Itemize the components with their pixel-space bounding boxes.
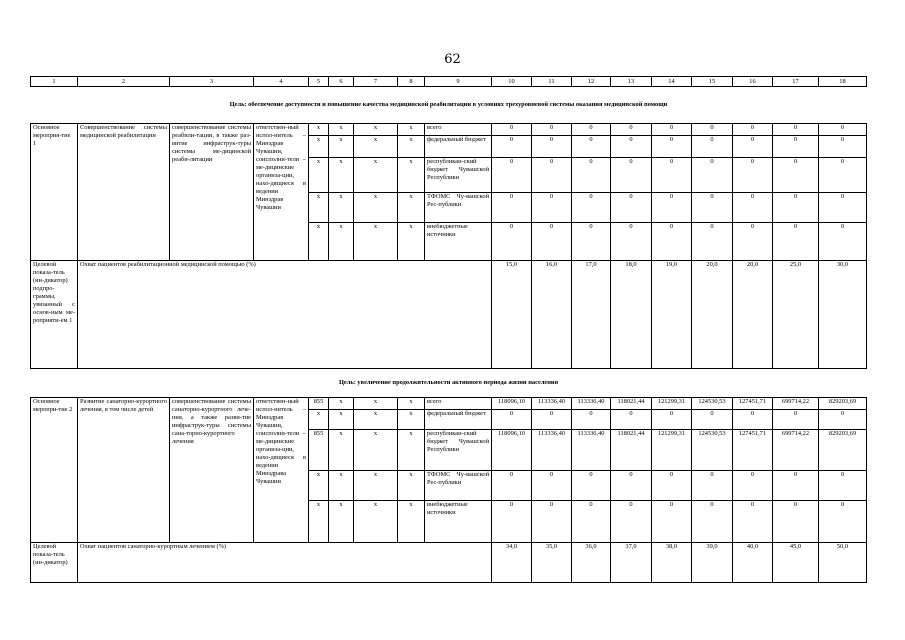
funding-value: 0 [572,136,611,158]
funding-source: республикан-ский бюджет Чувашской Республики [425,430,492,471]
funding-value: 0 [819,158,867,193]
funding-value: 127451,71 [733,430,773,471]
funding-value: 113336,40 [532,398,572,410]
column-number: 14 [652,77,692,87]
funding-value: 0 [532,136,572,158]
column-number: 13 [611,77,652,87]
funding-value: 113336,40 [572,398,611,410]
funding-value: 0 [773,193,819,223]
indicator-value: 17,0 [572,261,611,369]
column-number: 2 [78,77,170,87]
funding-value: 0 [532,193,572,223]
code-cell: x [329,471,354,501]
funding-source: федеральный бюджет [425,410,492,430]
funding-value: 699714,22 [773,430,819,471]
code-cell: x [354,223,398,261]
funding-value: 0 [733,158,773,193]
column-number: 9 [425,77,492,87]
funding-value: 118096,10 [492,430,532,471]
funding-value: 0 [611,193,652,223]
indicator-label: Целевой показа-тель (ин-дикатор) [31,543,78,583]
funding-value: 0 [492,471,532,501]
indicator-value: 37,0 [611,543,652,583]
funding-value: 0 [611,124,652,136]
code-cell: x [398,501,425,543]
indicator-value: 39,0 [692,543,733,583]
funding-value: 118021,44 [611,398,652,410]
indicator-value: 16,0 [532,261,572,369]
program-table [30,76,867,583]
code-cell: x [309,158,329,193]
code-cell: x [354,124,398,136]
funding-source: ТФОМС Чу-вашской Рес-публики [425,471,492,501]
code-cell: x [329,410,354,430]
funding-value: 0 [492,193,532,223]
funding-value: 0 [733,410,773,430]
page-number: 62 [444,52,461,67]
section-goal: Цель: обеспечение доступности и повышение качества медицинской реабилитации в условиях трехуровневой системы оказания медицинской помощи [229,101,668,108]
code-cell: x [354,158,398,193]
column-number: 3 [170,77,254,87]
funding-value: 121299,31 [652,430,692,471]
funding-value: 0 [692,501,733,543]
column-number: 16 [733,77,773,87]
indicator-value: 40,0 [733,543,773,583]
column-number: 18 [819,77,867,87]
funding-value: 118021,44 [611,430,652,471]
indicator-text: Охват пациентов реабилитационной медицинской помощью (%) [78,261,492,369]
funding-value: 0 [572,471,611,501]
event-label: Основное мероприя-тие 1 [31,124,78,261]
goal-row [31,87,867,124]
table-row [31,124,867,136]
funding-source: ТФОМС Чу-вашской Рес-публики [425,193,492,223]
goal-row [31,369,867,398]
funding-value: 0 [692,136,733,158]
code-cell: x [309,223,329,261]
funding-value: 121299,31 [652,398,692,410]
funding-value: 829203,69 [819,430,867,471]
funding-value: 0 [611,223,652,261]
code-cell: x [398,471,425,501]
funding-source: внебюджетные источники [425,223,492,261]
funding-value: 0 [733,471,773,501]
funding-value: 0 [733,501,773,543]
code-cell: x [329,136,354,158]
indicator-value: 19,0 [652,261,692,369]
funding-value: 0 [492,501,532,543]
indicator-value: 15,0 [492,261,532,369]
funding-source: всего [425,124,492,136]
code-cell: x [329,193,354,223]
funding-value: 0 [611,471,652,501]
funding-value: 0 [611,501,652,543]
code-cell: x [354,136,398,158]
event-name: Развитие санаторно-курортного лечения, в том числе детей [78,398,170,543]
indicator-value: 20,0 [692,261,733,369]
event-name: Совершенствование системы медицинской реабилитации [78,124,170,261]
code-cell: x [398,430,425,471]
code-cell: x [309,124,329,136]
funding-value: 124530,53 [692,430,733,471]
code-cell: x [354,430,398,471]
table-row [31,398,867,410]
funding-value: 0 [692,193,733,223]
funding-source: всего [425,398,492,410]
code-cell: x [309,193,329,223]
funding-value: 0 [733,124,773,136]
indicator-value: 50,0 [819,543,867,583]
funding-value: 0 [819,410,867,430]
funding-value: 0 [532,158,572,193]
code-cell: x [398,193,425,223]
funding-value: 0 [652,193,692,223]
column-number: 6 [329,77,354,87]
column-number: 7 [354,77,398,87]
code-cell: x [329,501,354,543]
funding-value: 0 [773,471,819,501]
funding-value: 0 [773,158,819,193]
indicator-label: Целевой показа-тель (ин-дикатор) подпро-граммы, увязанный с основ-ным ме-роприяти-ем 1 [31,261,78,369]
funding-value: 127451,71 [733,398,773,410]
column-number: 11 [532,77,572,87]
funding-value: 829203,69 [819,398,867,410]
indicator-value: 34,0 [492,543,532,583]
code-cell: x [398,398,425,410]
funding-value: 0 [652,501,692,543]
funding-value: 0 [532,471,572,501]
funding-value: 0 [773,124,819,136]
funding-value: 0 [572,124,611,136]
event-responsible: ответствен-ный испол-нитель – Минздрав Чувашии, соисполни-тели – ме-дицинские организа-ции, нахо-дящиеся в ведении Минздрава Чувашии [254,398,309,543]
code-cell: x [398,136,425,158]
code-cell: x [329,398,354,410]
code-cell: x [354,398,398,410]
funding-value: 0 [572,158,611,193]
funding-value: 0 [819,501,867,543]
code-cell: x [309,471,329,501]
code-cell: x [329,124,354,136]
column-number: 10 [492,77,532,87]
column-number: 8 [398,77,425,87]
column-number: 1 [31,77,78,87]
funding-value: 0 [492,124,532,136]
funding-value: 0 [572,501,611,543]
code-cell: x [398,124,425,136]
funding-value: 0 [532,410,572,430]
funding-value: 0 [773,410,819,430]
funding-value: 699714,22 [773,398,819,410]
code-cell: x [398,223,425,261]
funding-source: федеральный бюджет [425,136,492,158]
indicator-value: 38,0 [652,543,692,583]
funding-value: 0 [692,410,733,430]
funding-value: 0 [819,136,867,158]
funding-value: 0 [652,410,692,430]
funding-value: 0 [652,471,692,501]
funding-source: республикан-ский бюджет Чувашской Республики [425,158,492,193]
indicator-value: 35,0 [532,543,572,583]
code-cell: 855 [309,430,329,471]
code-cell: x [309,136,329,158]
indicator-value: 25,0 [773,261,819,369]
column-number: 15 [692,77,733,87]
code-cell: x [354,471,398,501]
indicator-value: 18,0 [611,261,652,369]
funding-value: 0 [733,193,773,223]
funding-value: 0 [773,136,819,158]
funding-value: 0 [819,471,867,501]
code-cell: x [309,501,329,543]
code-cell: x [329,223,354,261]
funding-value: 0 [572,223,611,261]
funding-value: 113336,40 [572,430,611,471]
column-number: 12 [572,77,611,87]
code-cell: x [329,158,354,193]
code-cell: x [309,410,329,430]
indicator-row [31,261,867,369]
code-cell: x [354,501,398,543]
funding-value: 0 [692,223,733,261]
funding-value: 0 [652,136,692,158]
indicator-value: 45,0 [773,543,819,583]
funding-value: 0 [773,501,819,543]
funding-value: 0 [819,193,867,223]
indicator-text: Охват пациентов санаторно-курортным лечением (%) [78,543,492,583]
indicator-row [31,543,867,583]
funding-value: 0 [773,223,819,261]
funding-value: 0 [733,136,773,158]
event-responsible: ответствен-ный испол-нитель – Минздрав Чувашии, соисполни-тели – ме-дицинские организа-ции, нахо-дящиеся в ведении Минздрав Чувашии [254,124,309,261]
section-goal: Цель: увеличение продолжительности активного периода жизни населения [338,379,559,386]
funding-value: 0 [692,158,733,193]
event-description: совершенствование системы реабили-тации, в также раз-витие инфраструк-туры системы ме-дицинской реаби-литации [170,124,254,261]
funding-source: внебюджетные источники [425,501,492,543]
funding-value: 0 [492,136,532,158]
funding-value: 0 [492,410,532,430]
funding-value: 0 [611,136,652,158]
funding-value: 124530,53 [692,398,733,410]
code-cell: x [354,410,398,430]
funding-value: 0 [611,410,652,430]
funding-value: 0 [572,193,611,223]
funding-value: 0 [692,124,733,136]
funding-value: 0 [652,158,692,193]
funding-value: 0 [652,223,692,261]
code-cell: x [329,430,354,471]
code-cell: x [398,158,425,193]
funding-value: 0 [572,410,611,430]
column-number: 4 [254,77,309,87]
funding-value: 0 [492,223,532,261]
funding-value: 0 [611,158,652,193]
funding-value: 0 [532,223,572,261]
column-numbers-row [31,77,867,87]
code-cell: x [398,410,425,430]
event-description: совершенствование системы санаторно-курортного лече-ния, а также разви-тие инфраструк-туры системы сана-торно-курортного лечения [170,398,254,543]
funding-value: 0 [532,124,572,136]
funding-value: 118096,10 [492,398,532,410]
funding-value: 0 [492,158,532,193]
funding-value: 113336,40 [532,430,572,471]
funding-value: 0 [819,124,867,136]
funding-value: 0 [733,223,773,261]
event-label: Основное меропри-тие 2 [31,398,78,543]
column-number: 17 [773,77,819,87]
column-number: 5 [309,77,329,87]
code-cell: 855 [309,398,329,410]
indicator-value: 20,0 [733,261,773,369]
funding-value: 0 [532,501,572,543]
funding-value: 0 [819,223,867,261]
indicator-value: 36,0 [572,543,611,583]
code-cell: x [354,193,398,223]
funding-value: 0 [692,471,733,501]
indicator-value: 30,0 [819,261,867,369]
funding-value: 0 [652,124,692,136]
